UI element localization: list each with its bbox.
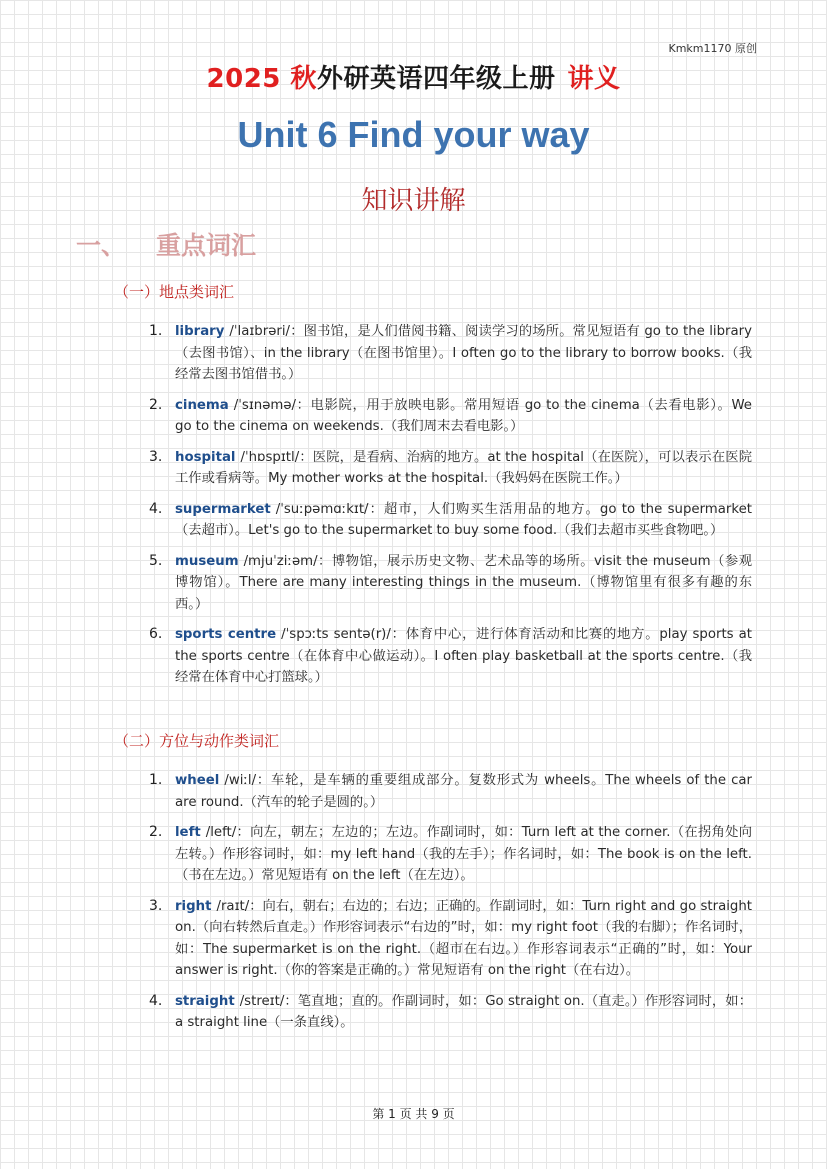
vocab-word: right: [175, 898, 212, 914]
subheading-places: （一）地点类词汇: [114, 283, 235, 301]
item-number: 5.: [149, 552, 163, 569]
vocab-explanation: /ˈspɔːts sentə(r)/：体育中心，进行体育活动和比赛的地方。play sports at the sports centre（在体育中心做运动）。I often play basketball at the sports centre.（我经常在体育中心打篮球。）: [175, 627, 752, 685]
vocab-word: left: [175, 825, 201, 840]
item-number: 1.: [149, 772, 163, 788]
vocab-item: [146, 321, 752, 386]
part-title: 重点词汇: [156, 231, 257, 260]
vocab-word: library: [175, 324, 225, 339]
vocab-word: hospital: [175, 449, 236, 465]
vocab-explanation: /streɪt/：笔直地；直的。作副词时，如：Go straight on.（直走。）作形容词时，如：a straight line（一条直线）。: [175, 993, 752, 1030]
vocab-explanation: /ˈhɒspɪtl/：医院，是看病、治病的地方。at the hospital（在医院），可以表示在医院工作或看病等。My mother works at the hospital.（我妈妈在医院工作。）: [175, 449, 752, 486]
part-number: 一、: [76, 231, 127, 260]
vocab-item: [146, 822, 752, 887]
part-heading: [76, 226, 256, 262]
vocab-item: [146, 551, 752, 616]
vocab-word: cinema: [175, 397, 229, 413]
vocab-item: [146, 624, 752, 689]
item-number: 4.: [149, 500, 163, 517]
vocab-word: museum: [175, 553, 239, 569]
title-year: 2025 秋: [206, 64, 317, 94]
vocab-explanation: /raɪt/：向右，朝右；右边的；右边；正确的。作副词时，如：Turn right and go straight on.（向右转然后直走。）作形容词表示“右边的”时，如：my right foot（我的右脚）；作名词时，如：The supermarket is on the right.（超市在右边。）作形容词表示“正确的”时，如：Your answer is right.（你的答案是正确的。）常见短语有 on the right（在右边）。: [175, 898, 752, 978]
vocab-word: wheel: [175, 773, 220, 788]
vocab-word: sports centre: [175, 627, 277, 642]
vocab-list-directions: [146, 770, 752, 1043]
vocab-explanation: /wiːl/：车轮，是车辆的重要组成部分。复数形式为 wheels。The wheels of the car are round.（汽车的轮子是圆的。）: [175, 773, 752, 810]
item-number: 3.: [149, 448, 163, 465]
vocab-item: [146, 395, 752, 438]
title-tail: 讲义: [567, 64, 621, 94]
vocab-explanation: /ˈsɪnəmə/：电影院，用于放映电影。常用短语 go to the cinema（去看电影）。We go to the cinema on weekends.（我们周末去看电影。）: [175, 397, 752, 434]
item-number: 4.: [149, 992, 163, 1009]
vocab-list-places: [146, 321, 752, 698]
vocab-item: [146, 770, 752, 813]
vocab-word: supermarket: [175, 501, 271, 517]
subheading-directions: （二）方位与动作类词汇: [114, 732, 280, 750]
item-number: 2.: [149, 824, 163, 840]
vocab-item: [146, 896, 752, 982]
page-footer: 第 1 页 共 9 页: [372, 1107, 455, 1121]
author-tag: Kmkm1170 原创: [668, 42, 757, 55]
item-number: 1.: [149, 323, 163, 339]
title-main: 外研英语四年级上册: [316, 64, 556, 94]
vocab-item: [146, 447, 752, 490]
item-number: 3.: [149, 897, 163, 914]
vocab-word: straight: [175, 993, 235, 1009]
unit-title: Unit 6 Find your way: [237, 114, 590, 155]
section-title: 知识讲解: [361, 186, 466, 216]
item-number: 2.: [149, 396, 163, 413]
vocab-explanation: /ˈsuːpəmɑːkɪt/：超市，人们购买生活用品的地方。go to the supermarket（去超市）。Let's go to the supermarket to buy some food.（我们去超市买些食物吧。）: [175, 501, 752, 538]
vocab-item: [146, 991, 752, 1034]
vocab-item: [146, 499, 752, 542]
item-number: 6.: [149, 626, 163, 642]
vocab-explanation: /left/：向左，朝左；左边的；左边。作副词时，如：Turn left at the corner.（在拐角处向左转。）作形容词时，如：my left hand（我的左手）；作名词时，如：The book is on the left.（书在左边。）常见短语有 on the left（在左边）。: [175, 825, 752, 883]
vocab-explanation: /mjuˈziːəm/：博物馆，展示历史文物、艺术品等的场所。visit the museum（参观博物馆）。There are many interesting things in the museum.（博物馆里有很多有趣的东西。）: [175, 553, 752, 612]
vocab-explanation: /ˈlaɪbrəri/：图书馆，是人们借阅书籍、阅读学习的场所。常见短语有 go to the library（去图书馆）、in the library（在图书馆里）。I often go to the library to borrow books.（我经常去图书馆借书。）: [175, 324, 752, 382]
document-title: [0, 58, 827, 95]
